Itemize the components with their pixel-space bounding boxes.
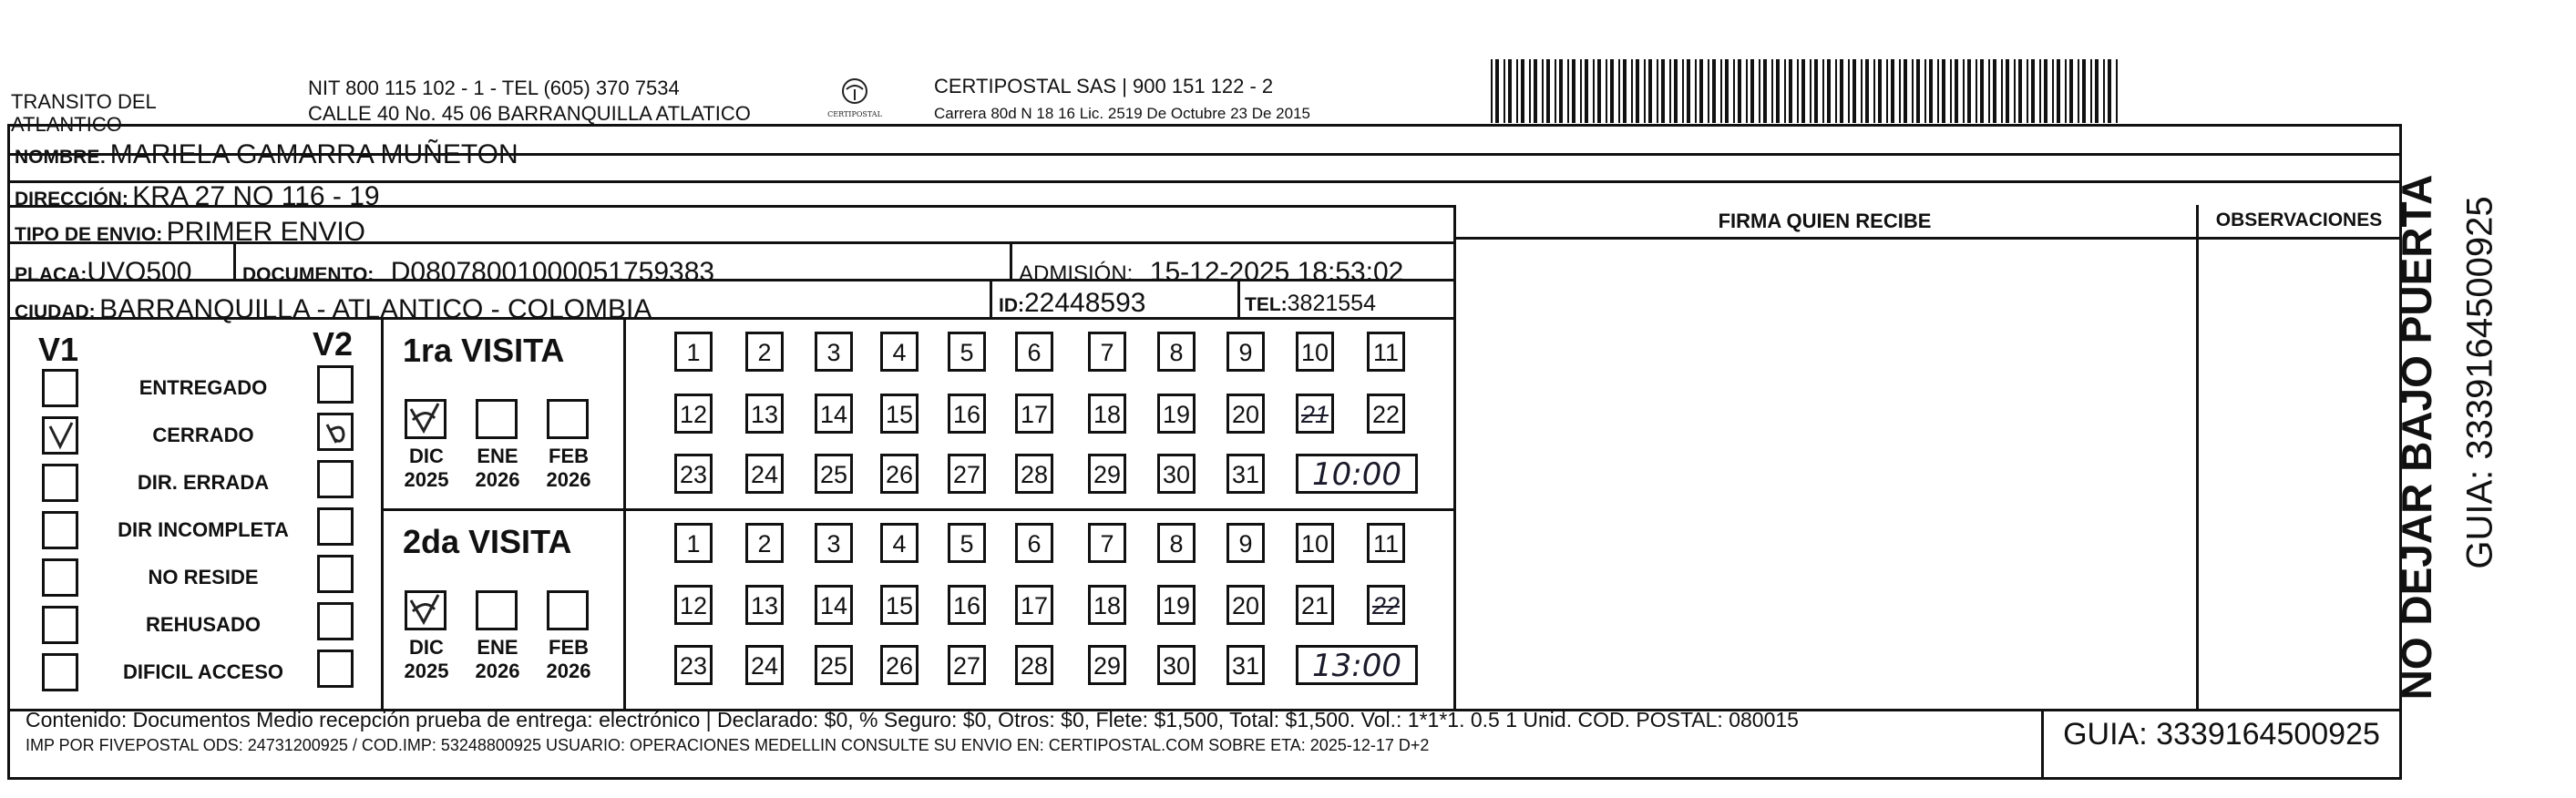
barcode xyxy=(1491,59,2121,123)
day-box[interactable]: 1 xyxy=(674,332,713,372)
day-box[interactable]: 17 xyxy=(1015,585,1053,625)
day-box[interactable]: 4 xyxy=(880,523,919,563)
day-box[interactable]: 16 xyxy=(948,394,986,434)
day-box[interactable]: 20 xyxy=(1226,394,1265,434)
company-nit: NIT 800 115 102 - 1 - TEL (605) 370 7534 xyxy=(308,77,680,99)
day-box[interactable]: 30 xyxy=(1157,645,1196,685)
direccion-label: DIRECCIÓN: xyxy=(15,189,128,210)
day-box[interactable]: 16 xyxy=(948,585,986,625)
day-box[interactable]: 2 xyxy=(745,523,784,563)
day-box[interactable]: 23 xyxy=(674,454,713,494)
day-box[interactable]: 19 xyxy=(1157,585,1196,625)
day-box[interactable]: 31 xyxy=(1226,454,1265,494)
day-box[interactable]: 5 xyxy=(948,523,986,563)
tipo-label: TIPO DE ENVIO: xyxy=(15,224,163,245)
observations-header: OBSERVACIONES xyxy=(2215,210,2383,230)
company-address: CALLE 40 No. 45 06 BARRANQUILLA ATLATICO xyxy=(308,102,751,125)
month-name: ENE xyxy=(477,636,518,659)
id-row xyxy=(999,288,1145,323)
day-box[interactable]: 21 xyxy=(1296,394,1334,434)
tel-label: TEL: xyxy=(1245,294,1288,315)
status-v1-checkbox[interactable] xyxy=(42,511,78,549)
month-year: 2026 xyxy=(475,468,520,491)
status-v2-checkbox[interactable] xyxy=(317,413,354,451)
day-box[interactable]: 13 xyxy=(745,394,784,434)
carrier-license: Carrera 80d N 18 16 Lic. 2519 De Octubre 23 De 2015 xyxy=(934,105,1310,122)
month-label xyxy=(539,445,598,492)
footer-contenido: Contenido: Documentos Medio recepción prueba de entrega: electrónico | Declarado: $0, % Seguro: $0, Otros: $0, Flete: $1,500, Total: $1,500. Vol.: 1*1*1. 0.5 1 Unid. COD. POSTAL: 080015 xyxy=(26,708,1799,732)
tel-row xyxy=(1245,288,1376,322)
month-label xyxy=(397,636,456,683)
day-box[interactable]: 10 xyxy=(1296,523,1334,563)
day-box[interactable]: 30 xyxy=(1157,454,1196,494)
time-box[interactable]: 10:00 xyxy=(1296,454,1418,494)
placa-value: UVO500 xyxy=(87,257,192,287)
month-year: 2026 xyxy=(546,468,591,491)
day-box[interactable]: 7 xyxy=(1088,523,1126,563)
admision-label: ADMISIÓN: xyxy=(1019,261,1134,286)
direccion-value: KRA 27 NO 116 - 19 xyxy=(132,181,380,211)
month-checkbox[interactable] xyxy=(547,399,589,439)
month-year: 2026 xyxy=(475,660,520,682)
day-box[interactable]: 27 xyxy=(948,645,986,685)
month-checkbox[interactable] xyxy=(547,590,589,630)
tipo-row xyxy=(15,217,365,252)
day-box[interactable]: 25 xyxy=(815,645,853,685)
status-label: DIFICIL ACCESO xyxy=(122,660,283,683)
day-box[interactable]: 28 xyxy=(1015,645,1053,685)
day-box[interactable]: 31 xyxy=(1226,645,1265,685)
month-checkbox[interactable] xyxy=(405,590,446,630)
month-label xyxy=(468,445,527,492)
month-checkbox[interactable] xyxy=(405,399,446,439)
nombre-row xyxy=(15,139,518,175)
day-box[interactable]: 28 xyxy=(1015,454,1053,494)
day-box[interactable]: 2 xyxy=(745,332,784,372)
day-box[interactable]: 3 xyxy=(815,332,853,372)
day-box[interactable]: 4 xyxy=(880,332,919,372)
day-box[interactable]: 23 xyxy=(674,645,713,685)
footer-guia: GUIA: 3339164500925 xyxy=(2063,717,2380,752)
day-box[interactable]: 17 xyxy=(1015,394,1053,434)
status-label: DIR. ERRADA xyxy=(137,471,270,494)
status-label: ENTREGADO xyxy=(139,376,268,399)
status-label: DIR INCOMPLETA xyxy=(118,518,289,541)
day-box[interactable]: 14 xyxy=(815,585,853,625)
day-box[interactable]: 19 xyxy=(1157,394,1196,434)
status-v2-checkbox[interactable] xyxy=(317,460,354,498)
day-box[interactable]: 11 xyxy=(1367,332,1405,372)
documento-value: D08078001000051759383 xyxy=(390,257,715,287)
day-box[interactable]: 27 xyxy=(948,454,986,494)
nombre-label: NOMBRE: xyxy=(15,147,107,168)
day-box[interactable]: 18 xyxy=(1088,585,1126,625)
month-label xyxy=(468,636,527,683)
status-v1-checkbox[interactable] xyxy=(42,416,78,455)
direccion-row xyxy=(15,181,380,217)
day-box[interactable]: 26 xyxy=(880,454,919,494)
month-label xyxy=(539,636,598,683)
status-v1-checkbox[interactable] xyxy=(42,369,78,407)
company-name: TRANSITO DEL ATLANTICO xyxy=(11,90,156,136)
day-box[interactable]: 10 xyxy=(1296,332,1334,372)
tel-value: 3821554 xyxy=(1287,291,1376,316)
day-box[interactable]: 9 xyxy=(1226,332,1265,372)
footer-imp: IMP POR FIVEPOSTAL ODS: 24731200925 / COD.IMP: 53248800925 USUARIO: OPERACIONES MEDELLIN CONSULTE SU ENVIO EN: CERTIPOSTAL.COM SOBRE ETA: 2025-12-17 D+2 xyxy=(26,736,1430,754)
status-v1-checkbox[interactable] xyxy=(42,464,78,502)
svg-text:CERTIPOSTAL: CERTIPOSTAL xyxy=(827,110,882,118)
status-label: REHUSADO xyxy=(146,613,261,636)
status-v1-checkbox[interactable] xyxy=(42,558,78,597)
month-name: DIC xyxy=(409,445,444,467)
day-box[interactable]: 26 xyxy=(880,645,919,685)
month-name: ENE xyxy=(477,445,518,467)
day-box[interactable]: 8 xyxy=(1157,523,1196,563)
status-label: CERRADO xyxy=(152,424,254,446)
day-box[interactable]: 12 xyxy=(674,394,713,434)
day-box[interactable]: 29 xyxy=(1088,454,1126,494)
month-name: FEB xyxy=(549,636,589,659)
signature-area[interactable] xyxy=(1456,240,2194,707)
day-box[interactable]: 3 xyxy=(815,523,853,563)
day-box[interactable]: 20 xyxy=(1226,585,1265,625)
status-label: NO RESIDE xyxy=(148,566,259,588)
month-name: DIC xyxy=(409,636,444,659)
placa-row xyxy=(15,257,191,292)
month-name: FEB xyxy=(549,445,589,467)
ciudad-value: BARRANQUILLA - ATLANTICO - COLOMBIA xyxy=(99,294,652,324)
status-v2-checkbox[interactable] xyxy=(317,555,354,593)
day-box[interactable]: 14 xyxy=(815,394,853,434)
tipo-value: PRIMER ENVIO xyxy=(166,217,366,247)
status-v2-checkbox[interactable] xyxy=(317,650,354,688)
id-label: ID: xyxy=(999,295,1024,316)
day-box[interactable]: 15 xyxy=(880,585,919,625)
id-value: 22448593 xyxy=(1024,288,1146,318)
status-v1-checkbox[interactable] xyxy=(42,653,78,691)
day-box[interactable]: 15 xyxy=(880,394,919,434)
visit-title: 1ra VISITA xyxy=(403,332,565,369)
observations-area[interactable] xyxy=(2199,240,2400,707)
month-checkbox[interactable] xyxy=(476,399,518,439)
month-year: 2026 xyxy=(546,660,591,682)
v2-header: V2 xyxy=(313,325,354,363)
time-box[interactable]: 13:00 xyxy=(1296,645,1418,685)
day-box[interactable]: 18 xyxy=(1088,394,1126,434)
documento-row xyxy=(242,257,714,292)
day-box[interactable]: 21 xyxy=(1296,585,1334,625)
month-checkbox[interactable] xyxy=(476,590,518,630)
documento-label: DOCUMENTO: xyxy=(242,264,375,285)
day-box[interactable]: 24 xyxy=(745,645,784,685)
visit-title: 2da VISITA xyxy=(403,523,572,560)
day-box[interactable]: 11 xyxy=(1367,523,1405,563)
status-v2-checkbox[interactable] xyxy=(317,602,354,640)
side-guia: GUIA: 3339164500925 xyxy=(2459,196,2500,569)
day-box[interactable]: 24 xyxy=(745,454,784,494)
day-box[interactable]: 25 xyxy=(815,454,853,494)
day-box[interactable]: 22 xyxy=(1367,585,1405,625)
day-box[interactable]: 7 xyxy=(1088,332,1126,372)
day-box[interactable]: 12 xyxy=(674,585,713,625)
day-box[interactable]: 8 xyxy=(1157,332,1196,372)
admision-value: 15-12-2025 18:53:02 xyxy=(1149,257,1404,287)
no-dejar-warning: NO DEJAR BAJO PUERTA xyxy=(2393,174,2440,701)
day-box[interactable]: 9 xyxy=(1226,523,1265,563)
day-box[interactable]: 13 xyxy=(745,585,784,625)
status-v2-checkbox[interactable] xyxy=(317,507,354,546)
ciudad-label: CIUDAD: xyxy=(15,302,96,322)
day-box[interactable]: 22 xyxy=(1367,394,1405,434)
month-year: 2025 xyxy=(404,468,449,491)
month-year: 2025 xyxy=(404,660,449,682)
carrier-name: CERTIPOSTAL SAS | 900 151 122 - 2 xyxy=(934,75,1274,97)
status-v2-checkbox[interactable] xyxy=(317,365,354,404)
signature-header: FIRMA QUIEN RECIBE xyxy=(1718,210,1932,232)
day-box[interactable]: 5 xyxy=(948,332,986,372)
month-label xyxy=(397,445,456,492)
day-box[interactable]: 29 xyxy=(1088,645,1126,685)
day-box[interactable]: 6 xyxy=(1015,332,1053,372)
day-box[interactable]: 1 xyxy=(674,523,713,563)
v1-header: V1 xyxy=(38,331,79,368)
certipostal-logo xyxy=(818,73,891,124)
nombre-value: MARIELA GAMARRA MUÑETON xyxy=(109,139,518,169)
placa-label: PLACA: xyxy=(15,264,87,285)
day-box[interactable]: 6 xyxy=(1015,523,1053,563)
status-v1-checkbox[interactable] xyxy=(42,606,78,644)
